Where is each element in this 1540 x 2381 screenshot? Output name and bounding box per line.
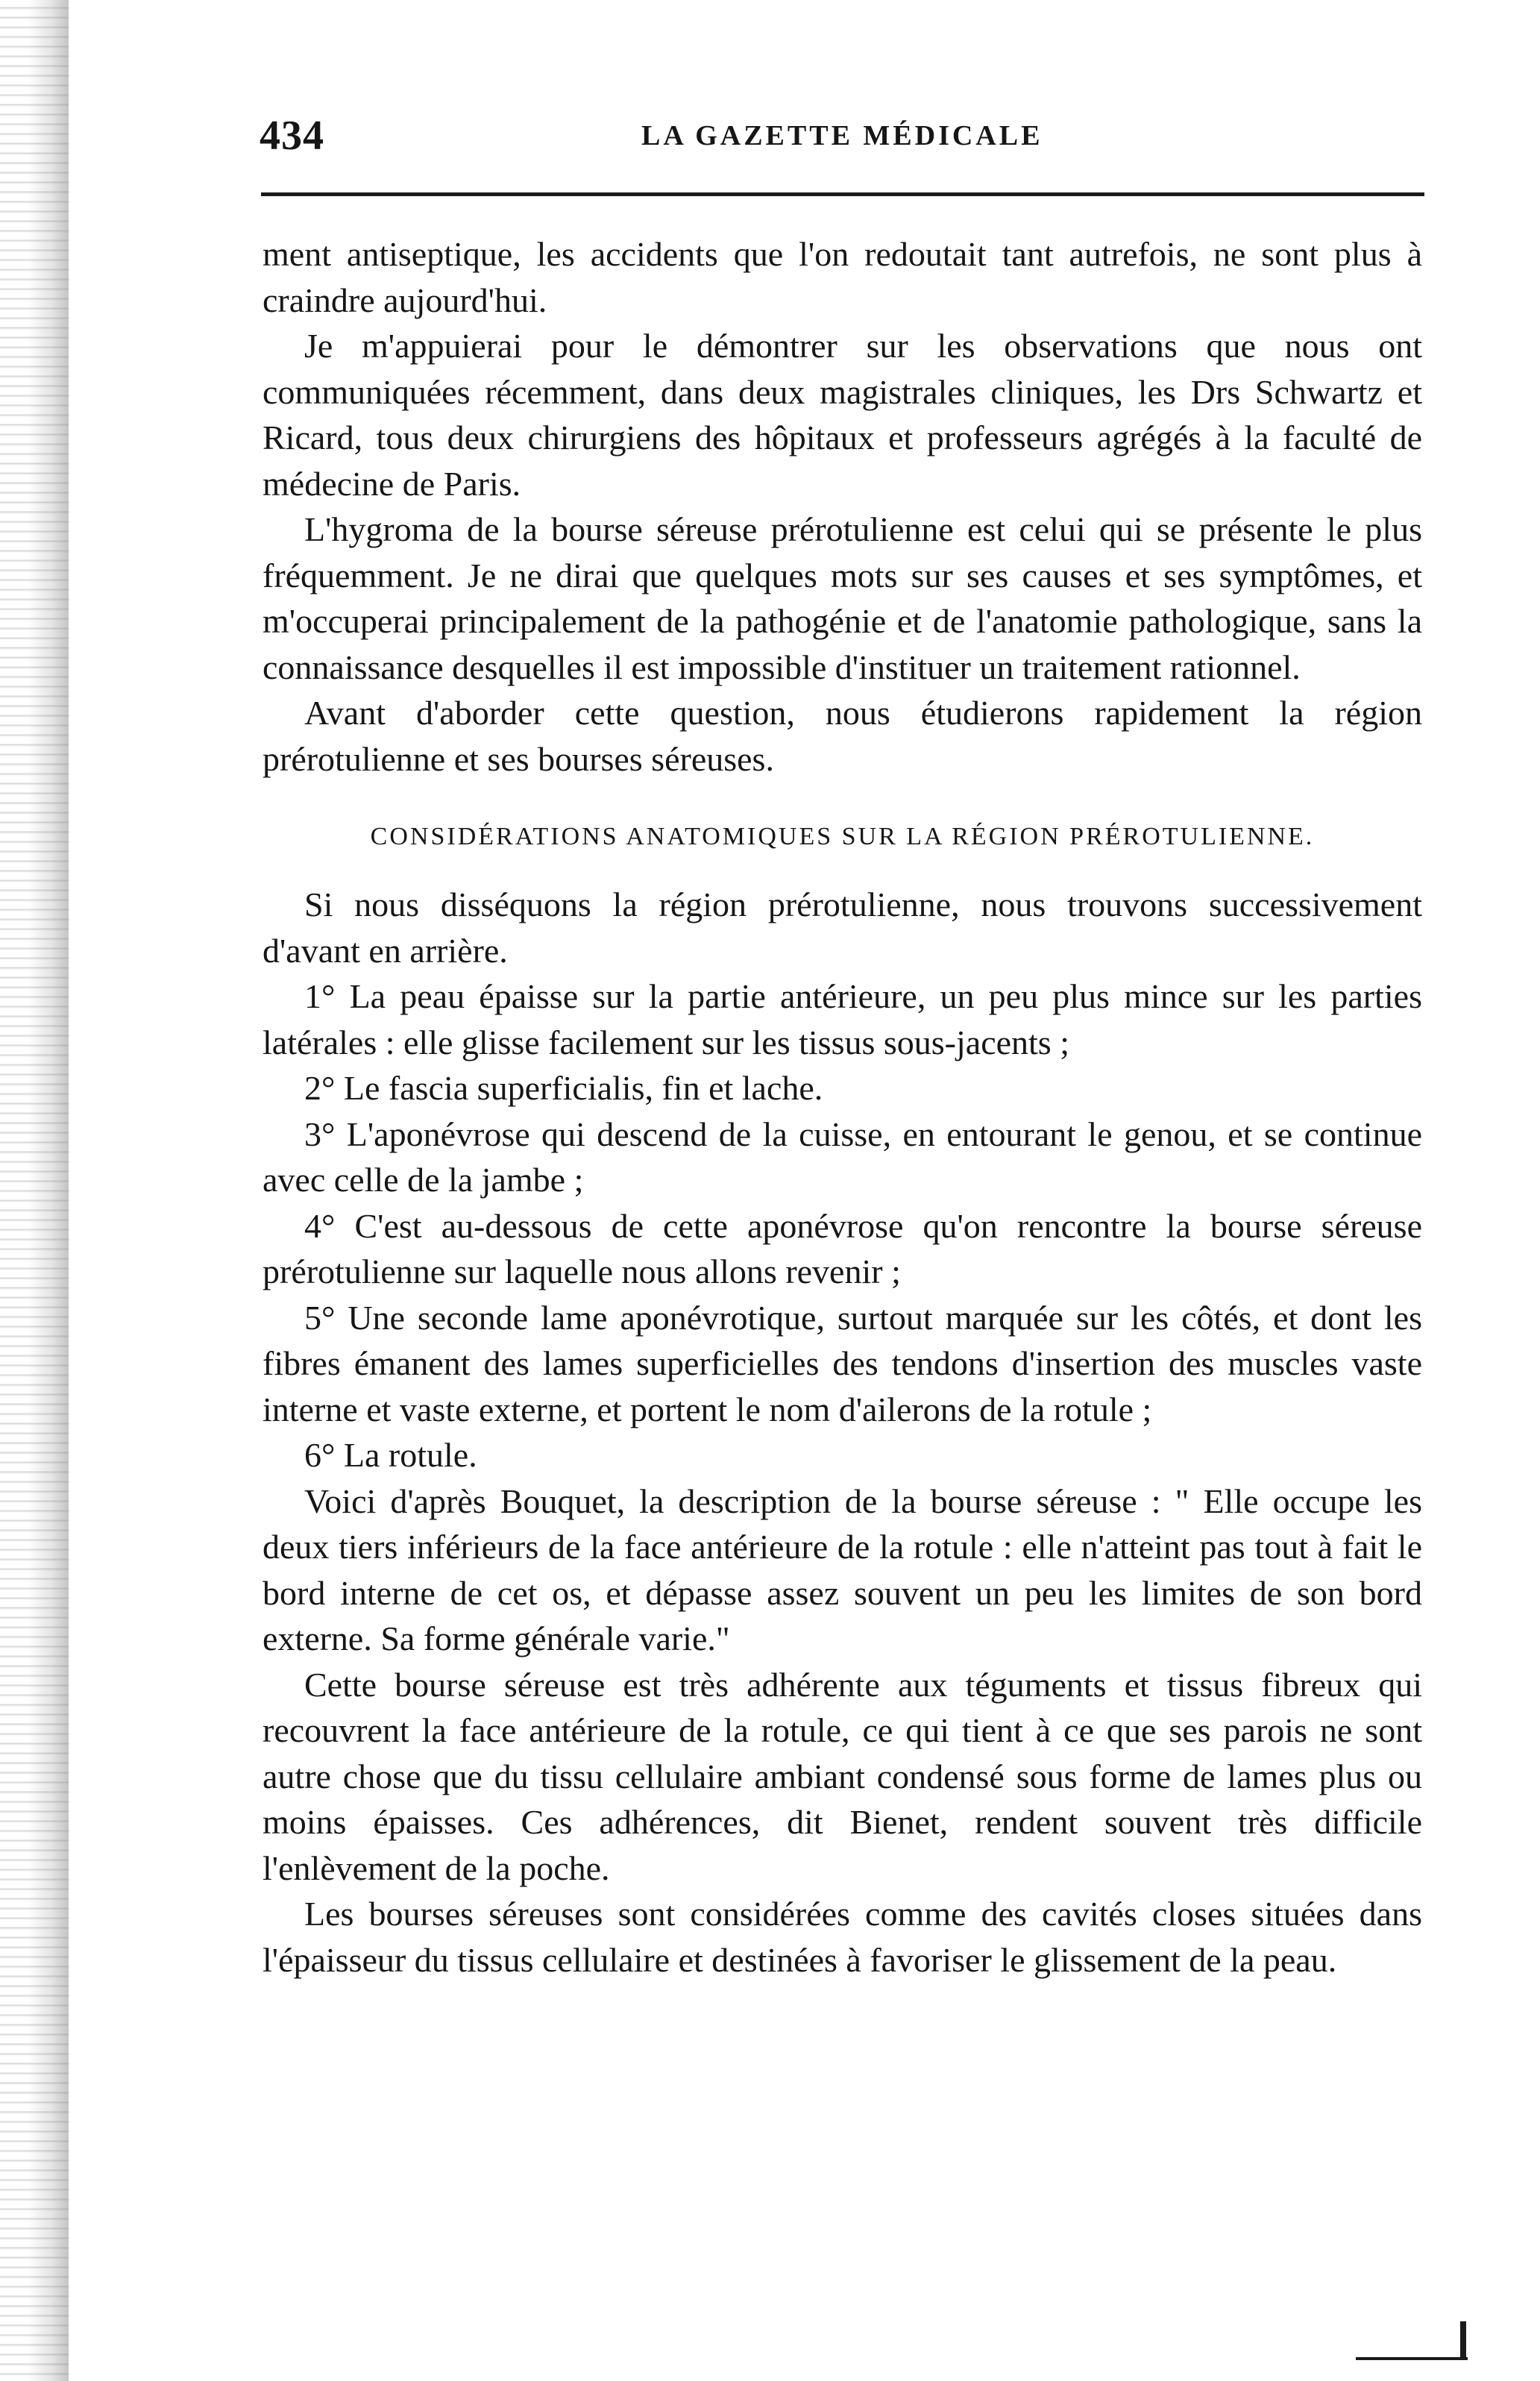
list-item: 5° Une seconde lame aponévrotique, surtout marquée sur les côtés, et dont les fibres émanent des lames superficielles des tendons d'insertion des muscles vaste interne et vaste externe, et portent le nom d'ailerons de la rotule ; [263, 1298, 1422, 1428]
paragraph-continued: ment antiseptique, les accidents que l'on redoutait tant autrefois, ne sont plus à craindre aujourd'hui. [263, 235, 1422, 319]
list-item: 1° La peau épaisse sur la partie antérieure, un peu plus mince sur les parties latérales : elle glisse facilement sur les tissus sous-jacents ; [263, 977, 1422, 1061]
paragraph: Les bourses séreuses sont considérées comme des cavités closes situées dans l'épaisseur du tissus cellulaire et destinées à favoriser le glissement de la peau. [263, 1895, 1422, 1979]
list-item: 2° Le fascia superficialis, fin et lache. [304, 1069, 823, 1107]
list-item: 3° L'aponévrose qui descend de la cuisse, en entourant le genou, et se continue avec celle de la jambe ; [263, 1114, 1422, 1199]
list-item: 6° La rotule. [304, 1436, 477, 1474]
article-body [263, 231, 1422, 1983]
paragraph: Si nous disséquons la région prérotulienne, nous trouvons successivement d'avant en arrière. [263, 885, 1422, 970]
page-number: 434 [260, 113, 324, 159]
paragraph: Cette bourse séreuse est très adhérente aux téguments et tissus fibreux qui recouvrent la face antérieure de la rotule, ce qui tient à ce que ses parois ne sont autre chose que du tissu cellulaire ambiant condensé sous forme de lames plus ou moins épaisses. Ces adhérences, dit Bienet, rendent souvent très difficile l'enlèvement de la poche. [263, 1665, 1422, 1887]
section-heading: CONSIDÉRATIONS ANATOMIQUES SUR LA RÉGION PRÉROTULIENNE. [370, 823, 1315, 850]
list-item: 4° C'est au-dessous de cette aponévrose qu'on rencontre la bourse séreuse prérotulienne sur laquelle nous allons revenir ; [263, 1206, 1422, 1290]
page-header [254, 112, 1439, 172]
corner-mark-tick [1460, 2321, 1466, 2360]
header-rule [261, 192, 1424, 196]
corner-printer-mark [1356, 2351, 1475, 2360]
page-binding-edge [0, 0, 69, 2381]
paragraph: Voici d'après Bouquet, la description de la bourse séreuse : " Elle occupe les deux tiers inférieurs de la face antérieure de la rotule : elle n'atteint pas tout à fait le bord interne de cet os, et dépasse assez souvent un peu les limites de son bord externe. Sa forme générale varie." [263, 1481, 1422, 1657]
paragraph: L'hygroma de la bourse séreuse prérotulienne est celui qui se présente le plus fréquemment. Je ne dirai que quelques mots sur ses causes et ses symptômes, et m'occuperai principalement de la pathogénie et de l'anatomie pathologique, sans la connaissance desquelles il est impossible d'instituer un traitement rationnel. [263, 510, 1422, 686]
paragraph: Je m'appuierai pour le démontrer sur les observations que nous ont communiquées récemment, dans deux magistrales cliniques, les Drs Schwartz et Ricard, tous deux chirurgiens des hôpitaux et professeurs agrégés à la faculté de médecine de Paris. [263, 327, 1422, 503]
paragraph: Avant d'aborder cette question, nous étudierons rapidement la région prérotulienne et ses bourses séreuses. [263, 694, 1422, 778]
running-title: LA GAZETTE MÉDICALE [641, 120, 1043, 151]
corner-mark-line [1356, 2357, 1468, 2360]
